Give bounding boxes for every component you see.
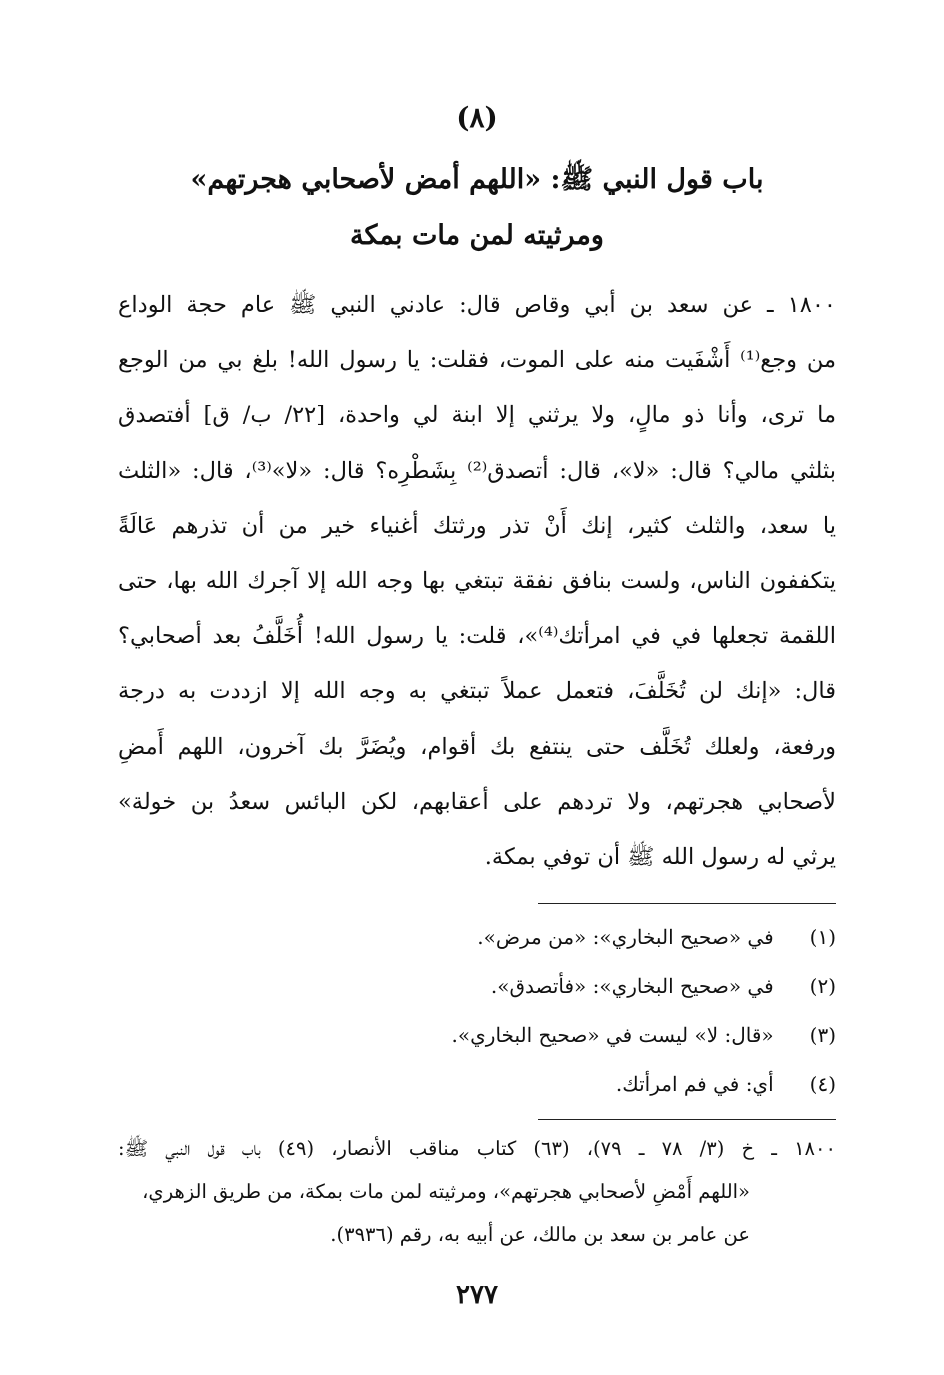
footnote-text: «قال: لا» ليست في «صحيح البخاري». [451, 1023, 774, 1047]
hadith-line: يرثي له رسول الله ﷺ أن توفي بمكة. [484, 843, 836, 870]
footnote-number: (٤) [809, 1072, 836, 1096]
footnote-text: في «صحيح البخاري»: «فأتصدق». [490, 974, 774, 998]
footnote-text: في «صحيح البخاري»: «من مرض». [477, 925, 774, 949]
chapter-number: (٨) [456, 101, 498, 134]
footnote-number: (٣) [809, 1023, 836, 1047]
page-number: ٢٧٧ [456, 1280, 498, 1310]
hadith-line: ١٨٠٠ ـ عن سعد بن أبي وقاص قال: عادني النبي ﷺ عام حجة الوداع [118, 292, 836, 318]
hadith-line: ورفعة، ولعلك تُخَلَّف حتى ينتفع بك أقوام، ويُضَرَّ بك آخرون، اللهم أَمضِ [118, 733, 836, 760]
footnote [118, 913, 836, 962]
hadith-line: بثلثي مالي؟ قال: «لا»، قال: أتصدق⁽²⁾ بِشَطْرِه؟ قال: «لا»⁽³⁾، قال: «الثلث [118, 457, 836, 484]
chapter-title-line-1: باب قول النبي ﷺ: «اللهم أمض لأصحابي هجرتهم» [190, 164, 764, 195]
hadith-line: ما ترى، وأنا ذو مالٍ، ولا يرثني إلا ابنة لي واحدة، [٢٢/ ب/ ق] أفتصدق [118, 402, 836, 429]
hadith-line: اللقمة تجعلها في في امرأتك⁽⁴⁾»، قلت: يا رسول الله! أُخَلَّفُ بعد أصحابي؟ [118, 623, 836, 650]
hadith-line: يا سعد، والثلث كثير، إنك أَنْ تذر ورثتك أغنياء خير من أن تذرهم عَالَةً [118, 512, 836, 539]
hadith-line: يتكففون الناس، ولست بنافق نفقة تبتغي بها وجه الله إلا آجرك الله بها، حتى [118, 567, 836, 594]
source-reference [118, 1127, 836, 1256]
footnote [118, 1060, 836, 1109]
footnote [118, 1011, 836, 1060]
footnotes [118, 913, 836, 1109]
hadith-line: من وجع⁽¹⁾ أَشْفَيت منه على الموت، فقلت: يا رسول الله! بلغ بي من الوجع [118, 347, 836, 374]
footnote-number: (٢) [809, 974, 836, 998]
chapter-title-line-2: ومرثيته لمن مات بمكة [350, 220, 604, 251]
footnote [118, 962, 836, 1011]
source-line: عن عامر بن سعد بن مالك، عن أبيه به، رقم (٣٩٣٦). [330, 1223, 750, 1246]
hadith-line: لأصحابي هجرتهم، ولا تردهم على أعقابهم، لكن البائس سعدُ بن خولة» [118, 788, 836, 815]
source-divider [538, 1119, 836, 1120]
source-line: «اللهم أَمْضِ لأصحابي هجرتهم»، ومرثيته لمن مات بمكة، من طريق الزهري، [142, 1180, 750, 1203]
footnote-text: أي: في فم امرأتك. [615, 1072, 774, 1096]
source-line: ١٨٠٠ ـ خ (٣/ ٧٨ ـ ٧٩)، (٦٣) كتاب مناقب الأنصار، (٤٩) باب قول النبي ﷺ: [118, 1137, 836, 1160]
footnote-number: (١) [809, 925, 836, 949]
footnote-divider [538, 903, 836, 904]
book-page [118, 0, 836, 1375]
hadith-text [118, 278, 836, 885]
chapter-title [118, 152, 836, 264]
hadith-line: قال: «إنك لن تُخَلَّفَ، فتعمل عملاً تبتغي به وجه الله إلا ازددت به درجة [118, 678, 836, 705]
